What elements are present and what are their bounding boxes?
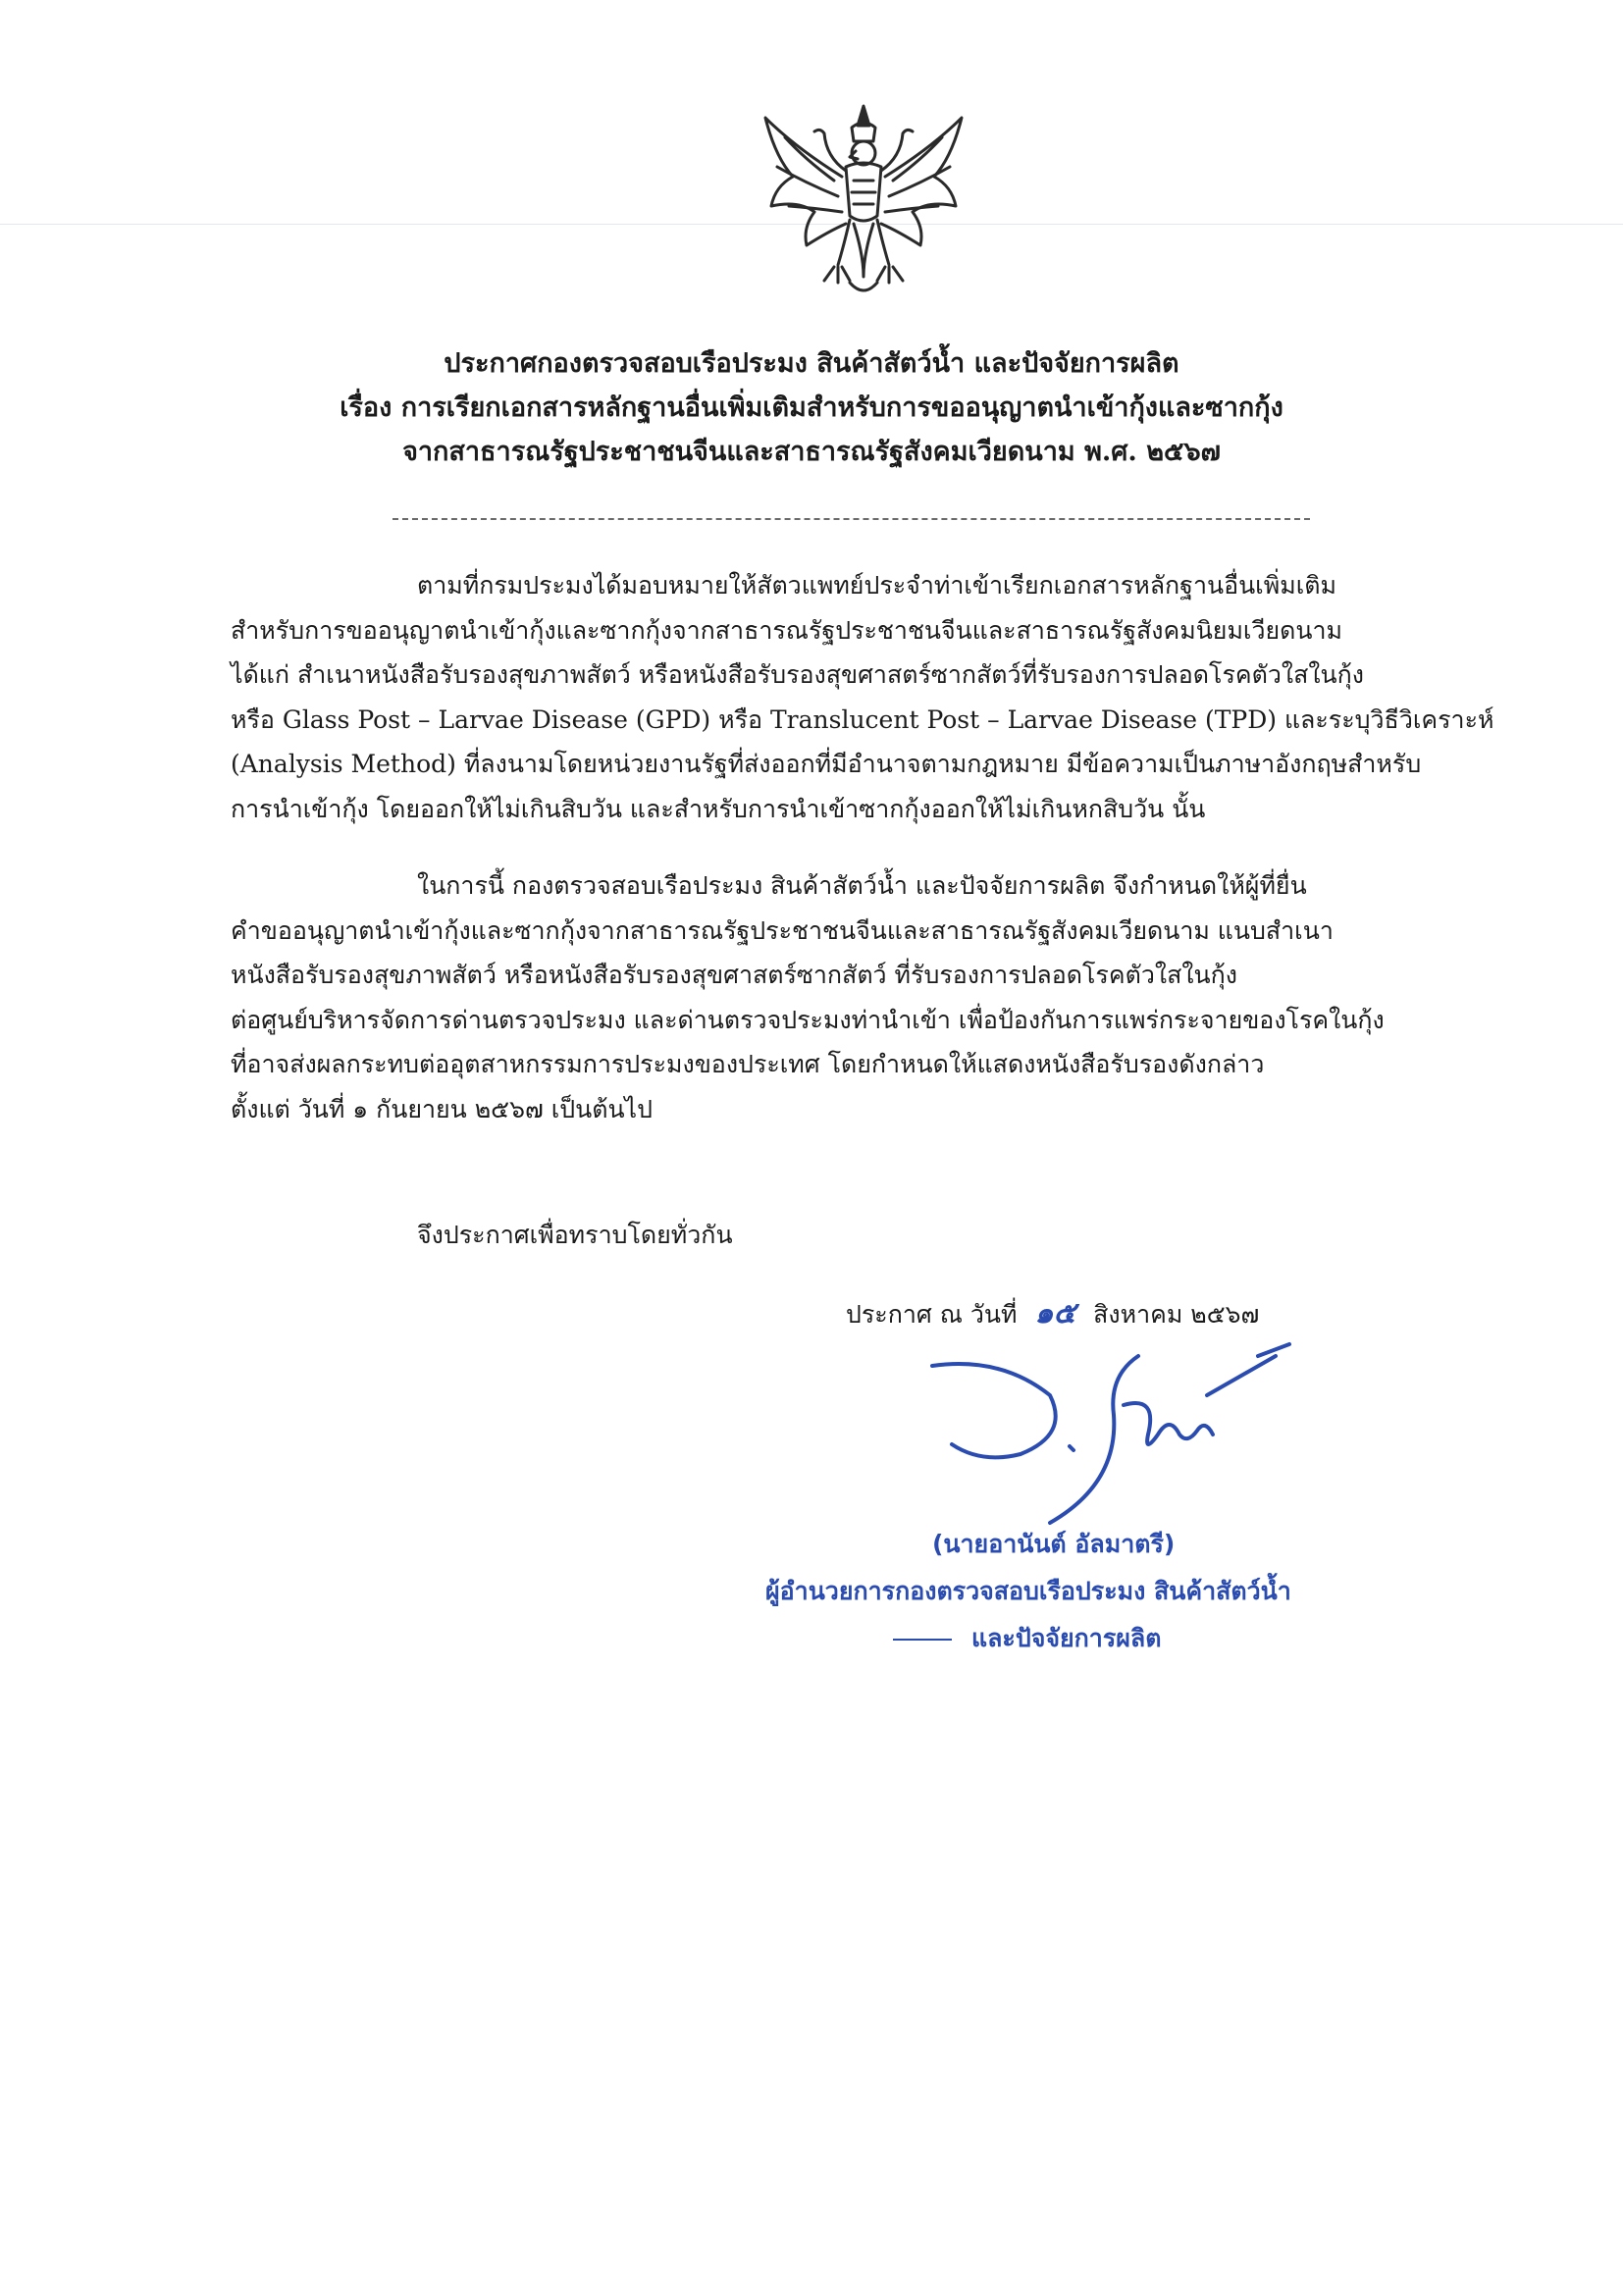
closing-statement: จึงประกาศเพื่อทราบโดยทั่วกัน xyxy=(417,1221,733,1249)
garuda-emblem-icon xyxy=(756,98,971,304)
date-day-handwritten: ๑๕ xyxy=(1034,1296,1076,1331)
paragraph-directive xyxy=(231,863,1467,1131)
header-divider xyxy=(393,518,1310,520)
paragraph-background xyxy=(231,563,1494,831)
paragraph-line: หนังสือรับรองสุขภาพสัตว์ หรือหนังสือรับรองสุขศาสตร์ซากสัตว์ ที่รับรองการปลอดโรคตัวใสในกุ้ง xyxy=(231,961,1237,989)
paragraph-line: สำหรับการขออนุญาตนำเข้ากุ้งและซากกุ้งจากสาธารณรัฐประชาชนจีนและสาธารณรัฐสังคมนิยมเวียดนาม xyxy=(231,615,1342,645)
paragraph-line: ในการนี้ กองตรวจสอบเรือประมง สินค้าสัตว์น้ำ และปัจจัยการผลิต จึงกำหนดให้ผู้ที่ยื่น xyxy=(417,871,1307,900)
paragraph-line: ตั้งแต่ วันที่ ๑ กันยายน ๒๕๖๗ เป็นต้นไป xyxy=(231,1094,653,1123)
paragraph-line: การนำเข้ากุ้ง โดยออกให้ไม่เกินสิบวัน และสำหรับการนำเข้าซากกุ้งออกให้ไม่เกินหกสิบวัน นั้น xyxy=(231,794,1206,823)
header-subject: เรื่อง การเรียกเอกสารหลักฐานอื่นเพิ่มเติมสำหรับการขออนุญาตนำเข้ากุ้งและซากกุ้ง xyxy=(340,392,1283,423)
ink-dash-mark xyxy=(893,1639,952,1641)
date-prefix: ประกาศ ณ วันที่ xyxy=(846,1300,1018,1329)
paragraph-line: ได้แก่ สำเนาหนังสือรับรองสุขภาพสัตว์ หรือหนังสือรับรองสุขศาสตร์ซากสัตว์ที่รับรองการปลอดโรคตัวใสในกุ้ง xyxy=(231,660,1364,689)
signer-name: (นายอานันต์ อัลมาตรี) xyxy=(932,1530,1176,1558)
paragraph-line: ที่อาจส่งผลกระทบต่ออุตสาหกรรมการประมงของประเทศ โดยกำหนดให้แสดงหนังสือรับรองดังกล่าว xyxy=(231,1050,1265,1078)
paragraph-line: หรือ Glass Post – Larvae Disease (GPD) หรือ Translucent Post – Larvae Disease (TPD) และระบุวิธีวิเคราะห์ xyxy=(231,704,1494,734)
date-month-year: สิงหาคม ๒๕๖๗ xyxy=(1093,1300,1260,1329)
paragraph-line: คำขออนุญาตนำเข้ากุ้งและซากกุ้งจากสาธารณรัฐประชาชนจีนและสาธารณรัฐสังคมเวียดนาม แนบสำเนา xyxy=(231,915,1334,945)
header-issuer: ประกาศกองตรวจสอบเรือประมง สินค้าสัตว์น้ำ และปัจจัยการผลิต xyxy=(444,348,1179,379)
paragraph-line: ตามที่กรมประมงได้มอบหมายให้สัตวแพทย์ประจำท่าเข้าเรียกเอกสารหลักฐานอื่นเพิ่มเติม xyxy=(417,571,1336,600)
paragraph-line: (Analysis Method) ที่ลงนามโดยหน่วยงานรัฐที่ส่งออกที่มีอำนาจตามกฎหมาย มีข้อความเป็นภาษาอังกฤษสำหรับ xyxy=(231,750,1422,778)
announcement-header xyxy=(226,341,1397,474)
announcement-date xyxy=(846,1291,1259,1336)
paragraph-line: ต่อศูนย์บริหารจัดการด่านตรวจประมง และด่านตรวจประมงท่านำเข้า เพื่อป้องกันการแพร่กระจายของโรคในกุ้ง xyxy=(231,1005,1385,1034)
header-subject-continued: จากสาธารณรัฐประชาชนจีนและสาธารณรัฐสังคมเวียดนาม พ.ศ. ๒๕๖๗ xyxy=(402,437,1221,467)
signer-title: ผู้อำนวยการกองตรวจสอบเรือประมง สินค้าสัตว์น้ำ xyxy=(765,1577,1291,1605)
signer-title-line2: และปัจจัยการผลิต xyxy=(971,1624,1162,1652)
handwritten-signature xyxy=(913,1336,1305,1533)
signer-title-continued xyxy=(765,1615,1413,1662)
signer-block xyxy=(765,1521,1413,1662)
